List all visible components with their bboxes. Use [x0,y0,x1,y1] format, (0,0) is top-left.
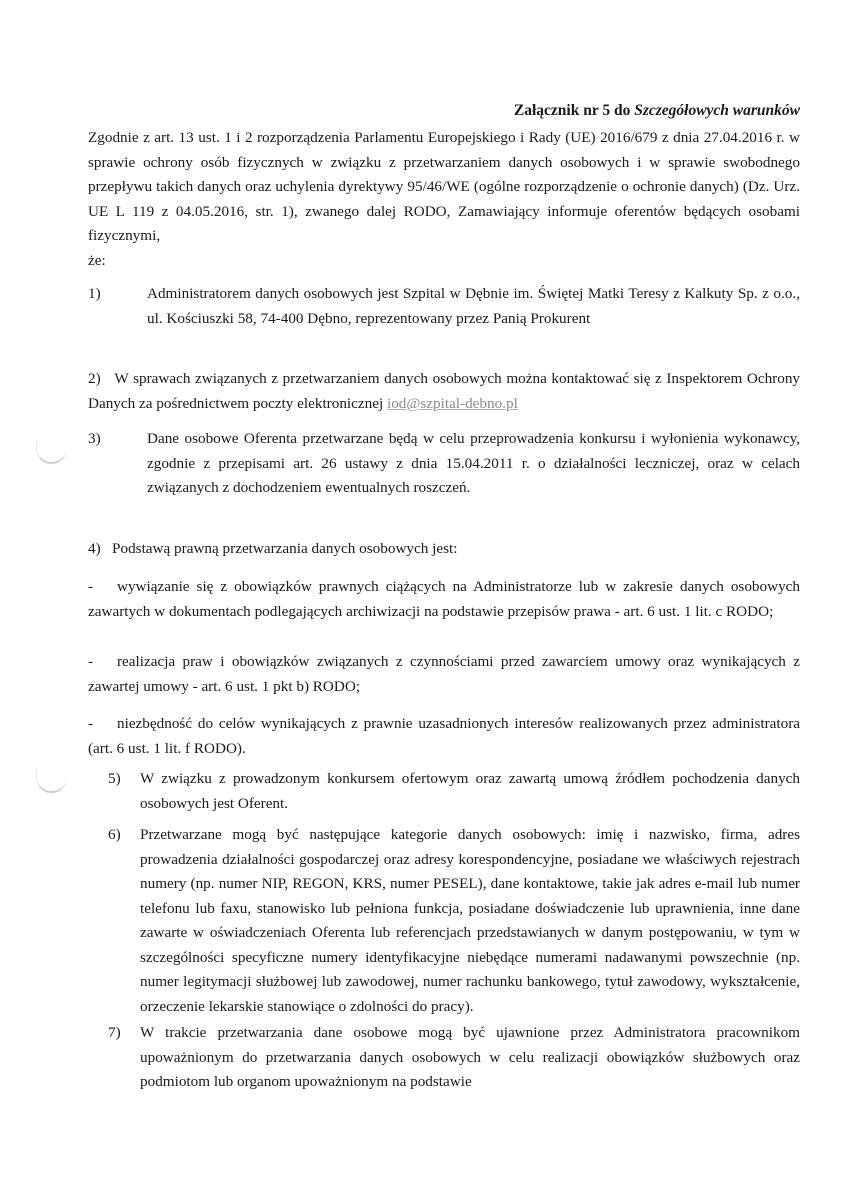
item-text: W trakcie przetwarzania dane osobowe mogą być ujawnione przez Administratora pracownikom upoważnionym do przetwarzania danych osobowych w celu realizacji obowiązków służbowych oraz podmiotom lub organom upoważnionym na podstawie [140,1024,800,1090]
punch-hole-mark-lower [36,769,67,793]
list-item-1 [88,282,800,331]
list-item-3 [88,427,800,501]
item-text: Dane osobowe Oferenta przetwarzane będą w celu przeprowadzenia konkursu i wyłonienia wykonawcy, zgodnie z przepisami art. 26 ustawy z dnia 15.04.2011 r. o działalności leczniczej, oraz w celach związanych z dochodzeniem ewentualnych roszczeń. [147,430,800,496]
punch-hole-mark-upper [36,440,67,464]
intro-text: Zgodnie z art. 13 ust. 1 i 2 rozporządzenia Parlamentu Europejskiego i Rady (UE) 2016/679 z dnia 27.04.2016 r. w sprawie ochrony osób fizycznych w związku z przetwarzaniem danych osobowych i w sprawie swobodnego przepływu takich danych oraz uchylenia dyrektywy 95/46/WE (ogólne rozporządzenie o ochronie danych) (Dz. Urz. UE L 119 z 04.05.2016, str. 1), zwanego dalej RODO, Zamawiający informuje oferentów będących osobami fizycznymi, [88,129,800,244]
bullet-text: wywiązanie się z obowiązków prawnych ciążących na Administratorze lub w zakresie danych osobowych zawartych w dokumentach podlegających archiwizacji na podstawie przepisów prawa - art. 6 ust. 1 lit. c RODO; [88,578,800,620]
legal-basis-bullet-1 [88,575,800,624]
bullet-text: niezbędność do celów wynikających z prawnie uzasadnionych interesów realizowanych przez administratora (art. 6 ust. 1 lit. f RODO). [88,715,800,757]
bullet-dash: - [88,578,94,595]
legal-basis-bullet-3 [88,712,800,761]
heading-bold-part: Załącznik nr 5 do [513,102,635,119]
item-text: Podstawą prawną przetwarzania danych osobowych jest: [112,540,458,557]
heading-italic-part: Szczegółowych warunków [634,102,800,119]
legal-basis-bullet-2 [88,650,800,699]
intro-paragraph [88,126,800,273]
item-text: Administratorem danych osobowych jest Szpital w Dębnie im. Świętej Matki Teresy z Kalkuty Sp. z o.o., ul. Kościuszki 58, 74-400 Dębno, reprezentowany przez Panią Prokurent [147,285,800,327]
item-text: W sprawach związanych z przetwarzaniem danych osobowych można kontaktować się z Inspektorem Ochrony Danych za pośrednictwem poczty elektronicznej [88,370,801,412]
item-number: 7) [108,1024,121,1041]
list-item-7 [108,1021,800,1095]
item-number: 2) [88,370,101,387]
item-text: Przetwarzane mogą być następujące kategorie danych osobowych: imię i nazwisko, firma, adres prowadzenia działalności gospodarczej oraz adresy korespondencyjne, posiadane we właściwych rejestrach numery (np. numer NIP, REGON, KRS, numer PESEL), dane kontaktowe, takie jak adres e-mail lub numer telefonu lub faxu, stanowisko lub pełniona funkcja, posiadane doświadczenie lub uprawnienia, inne dane zawarte w oświadczeniach Oferenta lub referencjach przedstawianych w danym postępowaniu, w tym w szczególności specyficzne numery identyfikacyjne niebędące numerami nadawanymi powszechnie (np. numer legitymacji służbowej lub zawodowej, numer rachunku bankowego, tytuł zawodowy, wykształcenie, orzeczenie lekarskie stanowiące o zdolności do pracy). [140,826,800,1015]
document-heading [0,99,800,124]
bullet-dash: - [88,653,94,670]
item-number: 1) [88,285,101,302]
item-number: 4) [88,540,101,557]
bullet-text: realizacja praw i obowiązków związanych z czynnościami przed zawarciem umowy oraz wynikających z zawartej umowy - art. 6 ust. 1 pkt b) RODO; [88,653,800,695]
intro-end-text: że: [88,251,106,269]
item-number: 6) [108,826,121,843]
list-item-2 [88,367,800,416]
bullet-dash: - [88,715,94,732]
item-text: W związku z prowadzonym konkursem ofertowym oraz zawartą umową źródłem pochodzenia danych osobowych jest Oferent. [140,770,800,812]
dpo-email-link[interactable]: iod@szpital-debno.pl [386,394,518,412]
item-number: 5) [108,770,121,787]
list-item-6 [108,823,800,1019]
list-item-4 [88,537,800,562]
item-number: 3) [88,430,101,447]
list-item-5 [108,767,800,816]
